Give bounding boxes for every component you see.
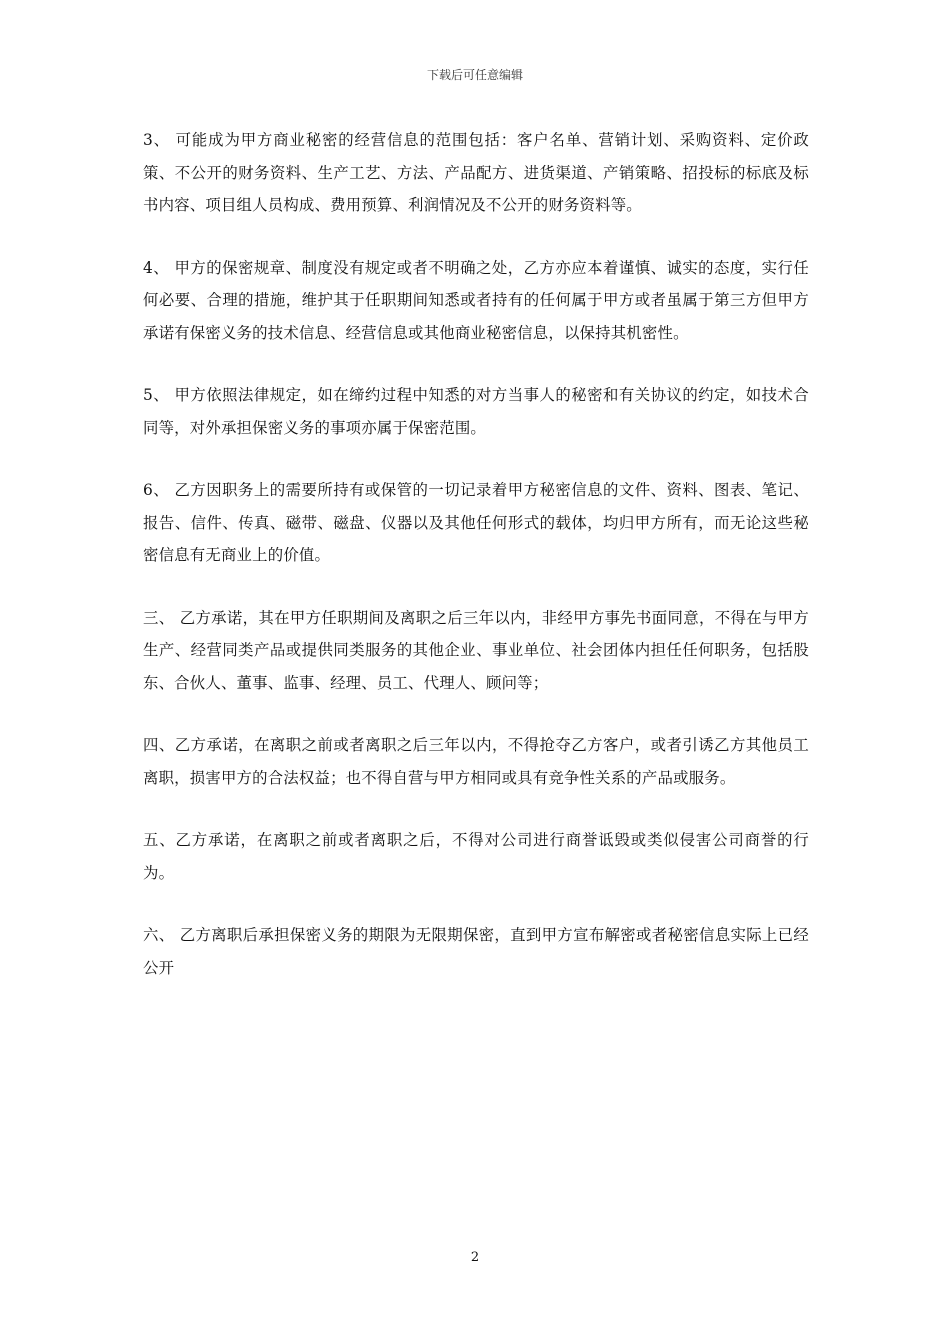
clause-three: 三、 乙方承诺，其在甲方任职期间及离职之后三年以内，非经甲方事先书面同意，不得在与甲方生产、经营同类产品或提供同类服务的其他企业、事业单位、社会团体内担任任何职务，包括股东、合伙人、董事、监事、经理、员工、代理人、顾问等； [143,608,809,692]
paragraph-4: 4、 甲方的保密规章、制度没有规定或者不明确之处，乙方亦应本着谨慎、诚实的态度，实行任何必要、合理的措施，维护其于任职期间知悉或者持有的任何属于甲方或者虽属于第三方但甲方承诺有保密义务的技术信息、经营信息或其他商业秘密信息，以保持其机密性。 [143,258,809,342]
document-body [143,124,809,1014]
paragraph-6: 6、 乙方因职务上的需要所持有或保管的一切记录着甲方秘密信息的文件、资料、图表、笔记、报告、信件、传真、磁带、磁盘、仪器以及其他任何形式的载体，均归甲方所有，而无论这些秘密信息有无商业上的价值。 [143,481,809,564]
clause-four: 四、乙方承诺，在离职之前或者离职之后三年以内，不得抢夺乙方客户，或者引诱乙方其他员工离职，损害甲方的合法权益；也不得自营与甲方相同或具有竞争性关系的产品或服务。 [143,736,809,787]
page-header-note: 下载后可任意编辑 [426,68,523,82]
clause-five: 五、乙方承诺，在离职之前或者离职之后，不得对公司进行商誉诋毁或类似侵害公司商誉的行为。 [143,831,809,882]
paragraph-3: 3、 可能成为甲方商业秘密的经营信息的范围包括：客户名单、营销计划、采购资料、定价政策、不公开的财务资料、生产工艺、方法、产品配方、进货渠道、产销策略、招投标的标底及标书内容、项目组人员构成、费用预算、利润情况及不公开的财务资料等。 [143,131,809,214]
paragraph-5: 5、 甲方依照法律规定，如在缔约过程中知悉的对方当事人的秘密和有关协议的约定，如技术合同等，对外承担保密义务的事项亦属于保密范围。 [143,386,809,437]
clause-six: 六、 乙方离职后承担保密义务的期限为无限期保密，直到甲方宣布解密或者秘密信息实际上已经公开 [143,926,809,977]
page-number: 2 [470,1250,480,1265]
